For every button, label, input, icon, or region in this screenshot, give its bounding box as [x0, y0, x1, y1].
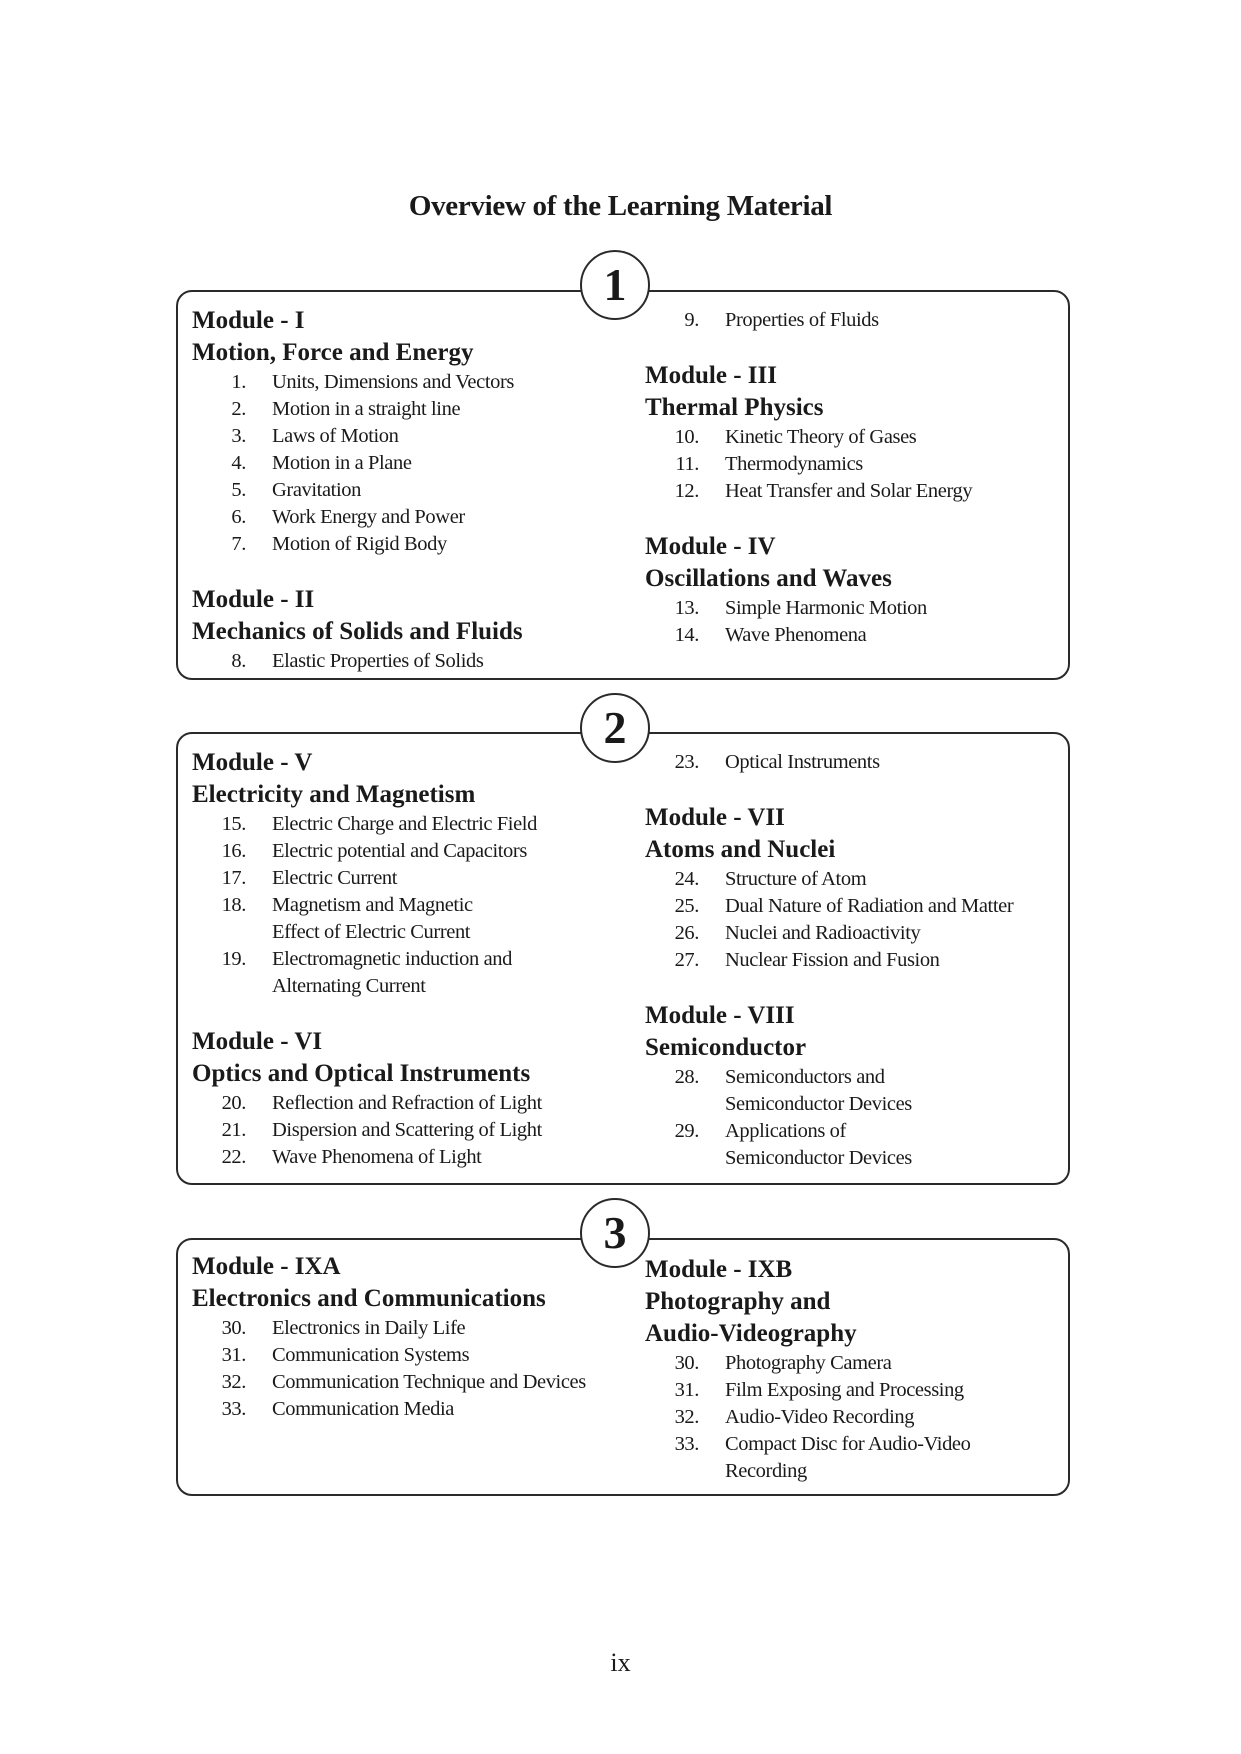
- module-name: Motion, Force and Energy: [192, 339, 474, 366]
- list-item: 11. Thermodynamics: [675, 453, 863, 475]
- module-label: Module - IXA: [192, 1253, 341, 1280]
- section-number-badge-2: 2: [580, 693, 650, 763]
- list-item: 18. Magnetism and Magnetic Effect of Electric Current: [221, 894, 473, 943]
- list-item: 30. Photography Camera: [674, 1352, 892, 1374]
- module-label: Module - III: [645, 362, 777, 389]
- module-name: Photography and: [645, 1288, 831, 1315]
- module-name: Atoms and Nuclei: [645, 836, 836, 863]
- section-3-right-column: [645, 1254, 1060, 1485]
- section-2-left-column: [192, 747, 612, 1171]
- list-item: 19. Electromagnetic induction and Alternating Current: [221, 948, 513, 997]
- list-item: 13. Simple Harmonic Motion: [674, 597, 927, 619]
- module-block: [645, 1000, 1060, 1172]
- section-2-right-column: [645, 749, 1060, 1172]
- module-block: [645, 1254, 1060, 1485]
- module-block: [192, 1251, 632, 1423]
- module-name: Mechanics of Solids and Fluids: [192, 618, 523, 645]
- list-item: 28. Semiconductors and Semiconductor Devices: [674, 1066, 912, 1115]
- module-label: Module - II: [192, 586, 315, 613]
- list-item: 32. Communication Technique and Devices: [221, 1371, 586, 1393]
- module-name: Oscillations and Waves: [645, 565, 892, 592]
- list-item: 16. Electric potential and Capacitors: [221, 840, 527, 862]
- list-item: 24. Structure of Atom: [674, 868, 867, 890]
- module-name: Electronics and Communications: [192, 1285, 546, 1312]
- list-item: 1. Units, Dimensions and Vectors: [231, 371, 514, 393]
- section-3-left-column: [192, 1251, 632, 1423]
- list-item: 32. Audio-Video Recording: [674, 1406, 915, 1428]
- list-item: 3. Laws of Motion: [231, 425, 399, 447]
- module-name: Semiconductor: [645, 1034, 807, 1061]
- module-block: [192, 305, 612, 558]
- section-1-right-column: [645, 307, 1060, 649]
- list-item: 26. Nuclei and Radioactivity: [674, 922, 921, 944]
- page-title: Overview of the Learning Material: [408, 190, 833, 222]
- module-block: [645, 531, 1060, 649]
- list-item: 21. Dispersion and Scattering of Light: [221, 1119, 542, 1141]
- module-label: Module - VIII: [645, 1002, 795, 1029]
- list-item: 9. Properties of Fluids: [684, 309, 879, 331]
- list-item: 10. Kinetic Theory of Gases: [674, 426, 917, 448]
- list-item: 2. Motion in a straight line: [231, 398, 461, 420]
- list-item: 22. Wave Phenomena of Light: [221, 1146, 482, 1168]
- list-item: 15. Electric Charge and Electric Field: [221, 813, 537, 835]
- module-block: [192, 747, 612, 1000]
- list-item: 5. Gravitation: [231, 479, 361, 501]
- list-item: 33. Communication Media: [221, 1398, 454, 1420]
- list-item: 4. Motion in a Plane: [231, 452, 412, 474]
- section-1-left-column: [192, 305, 612, 675]
- page-number: ix: [610, 1648, 631, 1677]
- module-block: [645, 802, 1060, 974]
- list-item: 31. Communication Systems: [221, 1344, 470, 1366]
- module-name: Thermal Physics: [645, 394, 824, 421]
- list-item: 14. Wave Phenomena: [674, 624, 867, 646]
- module-label: Module - VII: [645, 804, 785, 831]
- module-label: Module - I: [192, 307, 305, 334]
- section-number-badge-3: 3: [580, 1198, 650, 1268]
- module-label: Module - IXB: [645, 1256, 793, 1283]
- list-item: 30. Electronics in Daily Life: [221, 1317, 466, 1339]
- section-number-badge-1: 1: [580, 250, 650, 320]
- list-item: 20. Reflection and Refraction of Light: [221, 1092, 542, 1114]
- list-item: 7. Motion of Rigid Body: [231, 533, 447, 555]
- list-item: 31. Film Exposing and Processing: [674, 1379, 964, 1401]
- module-block: [645, 360, 1060, 505]
- module-name: Electricity and Magnetism: [192, 781, 476, 808]
- list-item: 33. Compact Disc for Audio-Video Recording: [674, 1433, 971, 1482]
- list-item: 6. Work Energy and Power: [231, 506, 465, 528]
- list-item: 27. Nuclear Fission and Fusion: [674, 949, 940, 971]
- module-block: [192, 1026, 612, 1171]
- list-item: 12. Heat Transfer and Solar Energy: [674, 480, 973, 502]
- module-label: Module - IV: [645, 533, 776, 560]
- module-block: [192, 584, 612, 675]
- list-item: 29. Applications of Semiconductor Devices: [674, 1120, 912, 1169]
- list-item: 25. Dual Nature of Radiation and Matter: [674, 895, 1014, 917]
- module-label: Module - VI: [192, 1028, 323, 1055]
- list-item: 8. Elastic Properties of Solids: [231, 650, 484, 672]
- module-label: Module - V: [192, 749, 313, 776]
- module-name-continued: Audio-Videography: [645, 1320, 857, 1347]
- list-item: 17. Electric Current: [221, 867, 398, 889]
- list-item: 23. Optical Instruments: [674, 751, 880, 773]
- module-name: Optics and Optical Instruments: [192, 1060, 531, 1087]
